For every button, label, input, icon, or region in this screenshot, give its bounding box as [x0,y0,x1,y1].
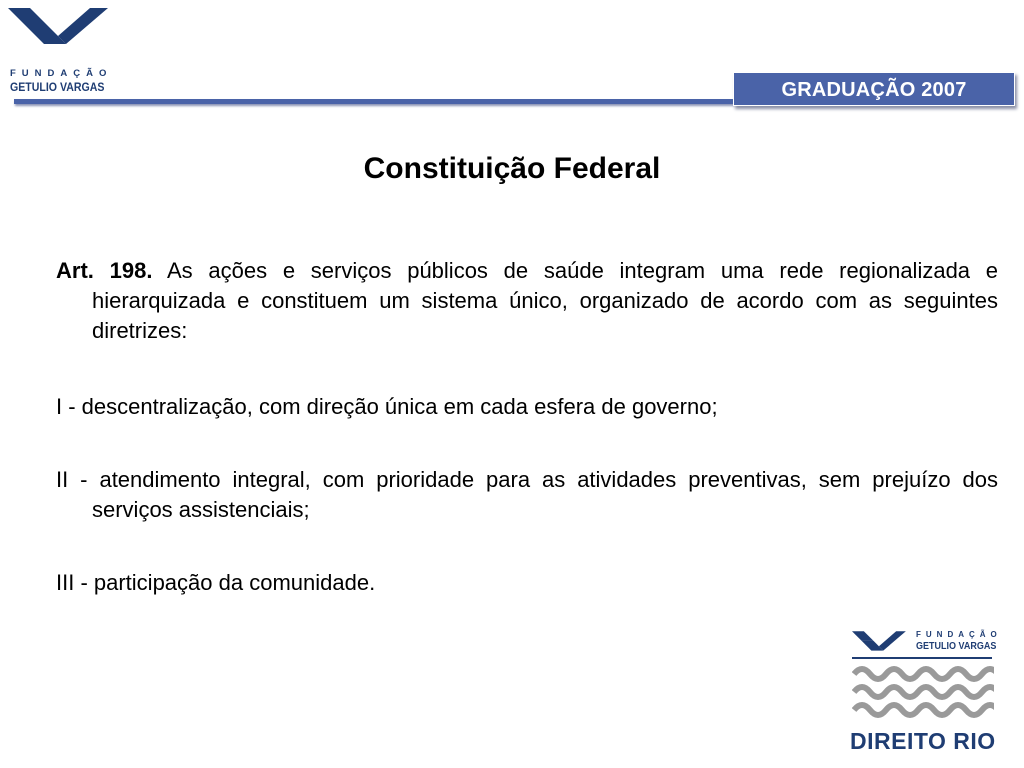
slide-title: Constituição Federal [363,152,661,185]
article-text: As ações e serviços públicos de saúde integram uma rede regionalizada e hierarquizada e constituem um sistema único, organizado de acordo com as seguintes diretrizes: [92,258,999,343]
school-name: DIREITO RIO [850,728,996,754]
org-name-line2: GETULIO VARGAS [10,82,105,94]
footer-org-line1: FUNDAÇÃO [916,630,1002,639]
org-name-line1: FUNDAÇÃO [10,68,113,79]
directive-item-2: II - atendimento integral, com prioridade para as atividades preventivas, sem prejuízo dos serviços assistenciais; [56,467,998,522]
graduation-badge-label: GRADUAÇÃO 2007 [781,79,967,101]
waves-icon [852,664,994,724]
fgv-chevron-small-icon [852,630,908,654]
fgv-logo [8,6,118,96]
footer-org-line2: GETULIO VARGAS [916,641,997,652]
graduation-badge [733,72,1015,106]
footer-logo-rule [852,657,992,659]
header-divider [14,99,734,104]
direito-rio-logo [850,628,1000,758]
article-label: Art. 198. [56,258,153,283]
article-paragraph [56,256,998,346]
directive-item-3: III - participação da comunidade. [56,570,376,595]
directive-item-1: I - descentralização, com direção única em cada esfera de governo; [56,394,718,419]
fgv-chevron-icon [8,6,112,50]
